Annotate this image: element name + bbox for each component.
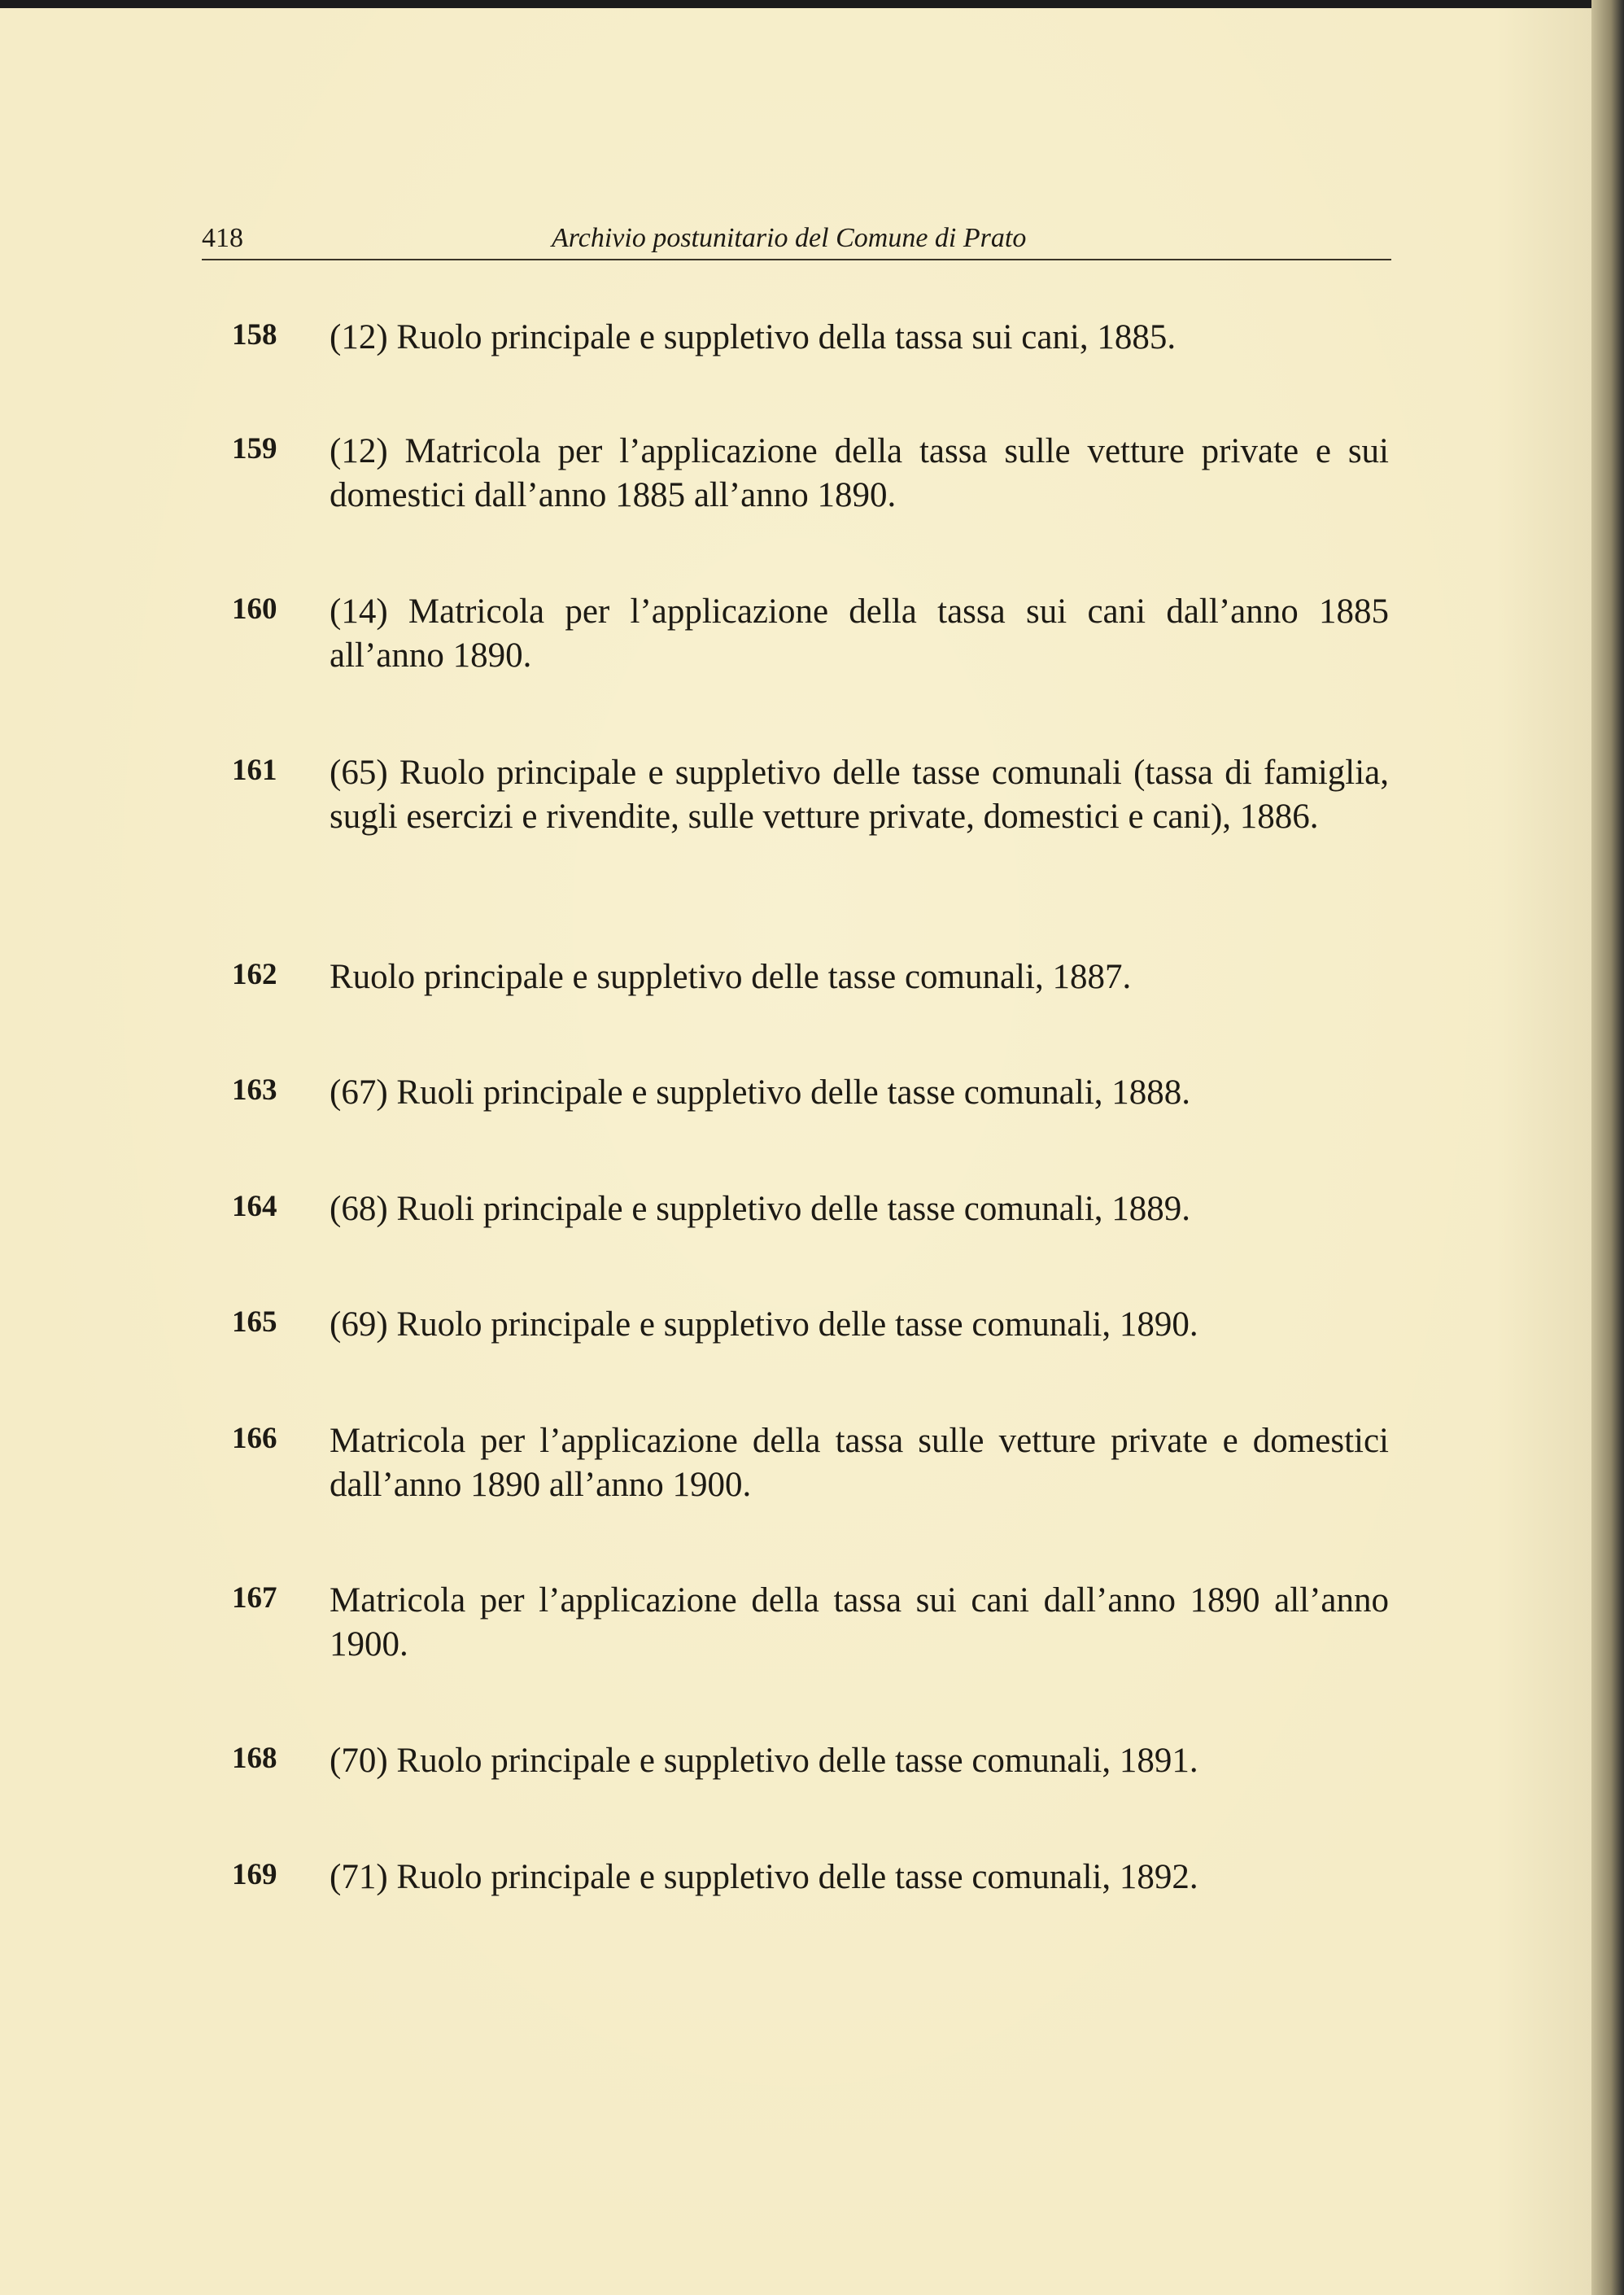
entry-text: (65) Ruolo principale e suppletivo delle tasse comunali (tassa di famiglia, sugli esercizi e rivendite, sulle vetture private, domestici e cani), 1886. (330, 754, 1389, 836)
entry-number: 167 (232, 1581, 277, 1615)
entry-text: (67) Ruoli principale e suppletivo delle tasse comunali, 1888. (330, 1073, 1191, 1112)
entry-text: Matricola per l’applicazione della tassa sulle vetture private e domestici dall’anno 1890 all’anno 1900. (330, 1422, 1389, 1504)
entry-number: 161 (232, 754, 277, 787)
entry-text: (70) Ruolo principale e suppletivo delle tasse comunali, 1891. (330, 1742, 1198, 1780)
entry-text: (69) Ruolo principale e suppletivo delle tasse comunali, 1890. (330, 1305, 1198, 1344)
entry-text: (14) Matricola per l’applicazione della tassa sui cani dall’anno 1885 all’anno 1890. (330, 592, 1389, 675)
entry-number: 158 (232, 318, 277, 352)
entry-number: 159 (232, 432, 277, 466)
entry-number: 169 (232, 1858, 277, 1891)
page-edge-shadow (1591, 0, 1624, 2295)
entry-number: 160 (232, 592, 277, 626)
running-title: Archivio postunitario del Comune di Prato (552, 223, 1027, 253)
entry-number: 163 (232, 1073, 277, 1107)
entry-number: 162 (232, 958, 277, 991)
entry-text: (12) Ruolo principale e suppletivo della tassa sui cani, 1885. (330, 318, 1177, 356)
entry-text: Matricola per l’applicazione della tassa sui cani dall’anno 1890 all’anno 1900. (330, 1581, 1389, 1663)
page-number: 418 (202, 223, 243, 253)
entry-number: 164 (232, 1190, 277, 1223)
entry-list (0, 8, 1591, 2295)
entry-number: 165 (232, 1305, 277, 1339)
entry-number: 166 (232, 1422, 277, 1455)
entry-text: (71) Ruolo principale e suppletivo delle tasse comunali, 1892. (330, 1858, 1198, 1896)
entry-text: (12) Matricola per l’applicazione della tassa sulle vetture private e sui domestici dall’anno 1885 all’anno 1890. (330, 432, 1389, 514)
entry-text: Ruolo principale e suppletivo delle tasse comunali, 1887. (330, 958, 1132, 996)
entry-number: 168 (232, 1742, 277, 1775)
book-page (0, 8, 1591, 2295)
entry-text: (68) Ruoli principale e suppletivo delle tasse comunali, 1889. (330, 1190, 1191, 1228)
